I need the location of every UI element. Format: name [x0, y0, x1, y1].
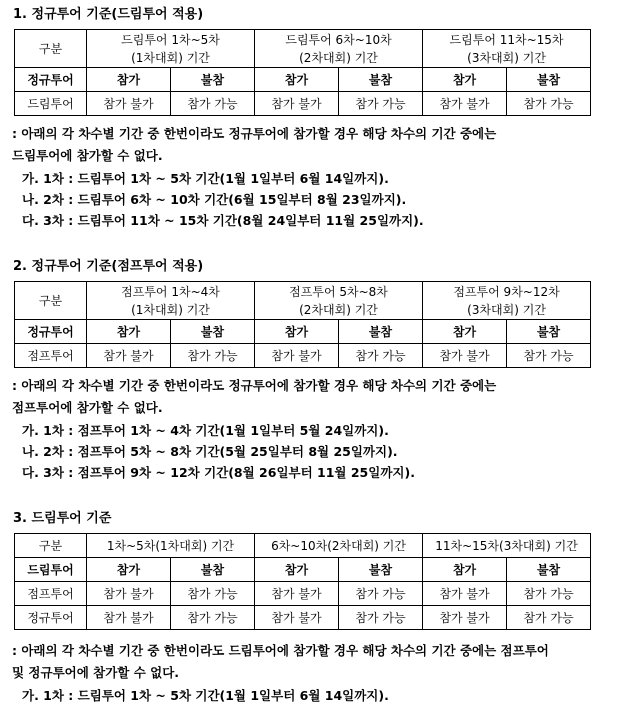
row-label: 정규투어: [15, 606, 87, 630]
table-cell: 참가 불가: [423, 606, 507, 630]
section2-title: 2. 정규투어 기준(점프투어 적용): [13, 259, 204, 274]
header-cell: 드림투어 11차~15차 (3차대회) 기간: [423, 30, 591, 68]
section3-title: 3. 드림투어 기준: [13, 511, 112, 526]
table-cell: 불참: [507, 320, 591, 344]
header-cell: 드림투어 1차~5차 (1차대회) 기간: [87, 30, 255, 68]
table-cell: 참가 불가: [255, 344, 339, 368]
table-cell: 참가 불가: [87, 582, 171, 606]
section3-table: [14, 533, 591, 630]
table-cell: 참가 가능: [171, 606, 255, 630]
header-cell: 구분: [15, 282, 87, 320]
table-cell: 불참: [171, 320, 255, 344]
table-cell: 참가: [87, 68, 171, 92]
row-label: 점프투어: [15, 582, 87, 606]
section1-title: 1. 정규투어 기준(드림투어 적용): [13, 7, 204, 22]
table-cell: 참가 불가: [255, 582, 339, 606]
table-cell: 참가: [423, 558, 507, 582]
section1-item: 가. 1차 : 드림투어 1차 ~ 5차 기간(1월 1일부터 6월 14일까지).: [22, 171, 389, 186]
table-cell: 불참: [171, 68, 255, 92]
table-cell: 참가: [255, 558, 339, 582]
table-cell: 참가 가능: [339, 582, 423, 606]
section2-table: [14, 281, 591, 368]
header-cell: 점프투어 9차~12차 (3차대회) 기간: [423, 282, 591, 320]
header-cell: 점프투어 5차~8차 (2차대회) 기간: [255, 282, 423, 320]
table-cell: 참가 가능: [339, 344, 423, 368]
header-cell: 1차~5차(1차대회) 기간: [87, 534, 255, 558]
table-cell: 불참: [171, 558, 255, 582]
section3-note: : 아래의 각 차수별 기간 중 한번이라도 드림투어에 참가할 경우 해당 차수의 기간 중에는 점프투어 및 정규투어에 참가할 수 없다.: [12, 643, 549, 680]
table-cell: 참가 불가: [423, 582, 507, 606]
header-cell: 드림투어 6차~10차 (2차대회) 기간: [255, 30, 423, 68]
table-cell: 참가 불가: [255, 606, 339, 630]
table-cell: 불참: [339, 320, 423, 344]
table-row: [15, 320, 591, 344]
row-label: 드림투어: [15, 558, 87, 582]
table-cell: 참가 가능: [507, 582, 591, 606]
row-label: 점프투어: [15, 344, 87, 368]
table-cell: 참가: [423, 320, 507, 344]
table-cell: 참가 불가: [87, 606, 171, 630]
table-row: [15, 68, 591, 92]
table-cell: 참가 가능: [507, 606, 591, 630]
section2-item: 가. 1차 : 점프투어 1차 ~ 4차 기간(1월 1일부터 5월 24일까지).: [22, 423, 389, 438]
table-cell: 불참: [507, 68, 591, 92]
table-cell: 참가: [255, 68, 339, 92]
table-cell: 참가: [423, 68, 507, 92]
table-cell: 참가: [87, 558, 171, 582]
section1-table: [14, 29, 591, 116]
table-cell: 참가 가능: [339, 92, 423, 116]
table-cell: 참가 가능: [339, 606, 423, 630]
table-cell: 참가 불가: [423, 344, 507, 368]
header-cell: 11차~15차(3차대회) 기간: [423, 534, 591, 558]
row-label: 정규투어: [15, 68, 87, 92]
section1-note: : 아래의 각 차수별 기간 중 한번이라도 정규투어에 참가할 경우 해당 차수의 기간 중에는 드림투어에 참가할 수 없다.: [12, 126, 497, 163]
table-row: [15, 558, 591, 582]
table-cell: 참가: [255, 320, 339, 344]
table-cell: 참가: [87, 320, 171, 344]
table-cell: 참가 가능: [507, 92, 591, 116]
table-cell: 참가 불가: [423, 92, 507, 116]
section2-note: : 아래의 각 차수별 기간 중 한번이라도 정규투어에 참가할 경우 해당 차수의 기간 중에는 점프투어에 참가할 수 없다.: [12, 378, 497, 415]
header-cell: 구분: [15, 534, 87, 558]
header-cell: 점프투어 1차~4차 (1차대회) 기간: [87, 282, 255, 320]
table-row: [15, 344, 591, 368]
table-cell: 불참: [507, 558, 591, 582]
table-cell: 참가 불가: [87, 92, 171, 116]
table-cell: 참가 가능: [171, 92, 255, 116]
section1-item: 다. 3차 : 드림투어 11차 ~ 15차 기간(8월 24일부터 11월 25일까지).: [22, 213, 424, 228]
section1-item: 나. 2차 : 드림투어 6차 ~ 10차 기간(6월 15일부터 8월 23일까지).: [22, 192, 407, 207]
table-row: [15, 92, 591, 116]
row-label: 정규투어: [15, 320, 87, 344]
table-cell: 참가 가능: [507, 344, 591, 368]
row-label: 드림투어: [15, 92, 87, 116]
section2-item: 다. 3차 : 점프투어 9차 ~ 12차 기간(8월 26일부터 11월 25일까지).: [22, 465, 415, 480]
table-cell: 불참: [339, 558, 423, 582]
table-cell: 참가 불가: [87, 344, 171, 368]
table-row: [15, 582, 591, 606]
table-cell: 참가 가능: [171, 582, 255, 606]
table-cell: 불참: [339, 68, 423, 92]
table-cell: 참가 불가: [255, 92, 339, 116]
table-row: [15, 606, 591, 630]
section2-item: 나. 2차 : 점프투어 5차 ~ 8차 기간(5월 25일부터 8월 25일까지).: [22, 444, 398, 459]
section3-item: 가. 1차 : 드림투어 1차 ~ 5차 기간(1월 1일부터 6월 14일까지).: [22, 688, 389, 703]
table-cell: 참가 가능: [171, 344, 255, 368]
header-cell: 6차~10차(2차대회) 기간: [255, 534, 423, 558]
header-cell: 구분: [15, 30, 87, 68]
